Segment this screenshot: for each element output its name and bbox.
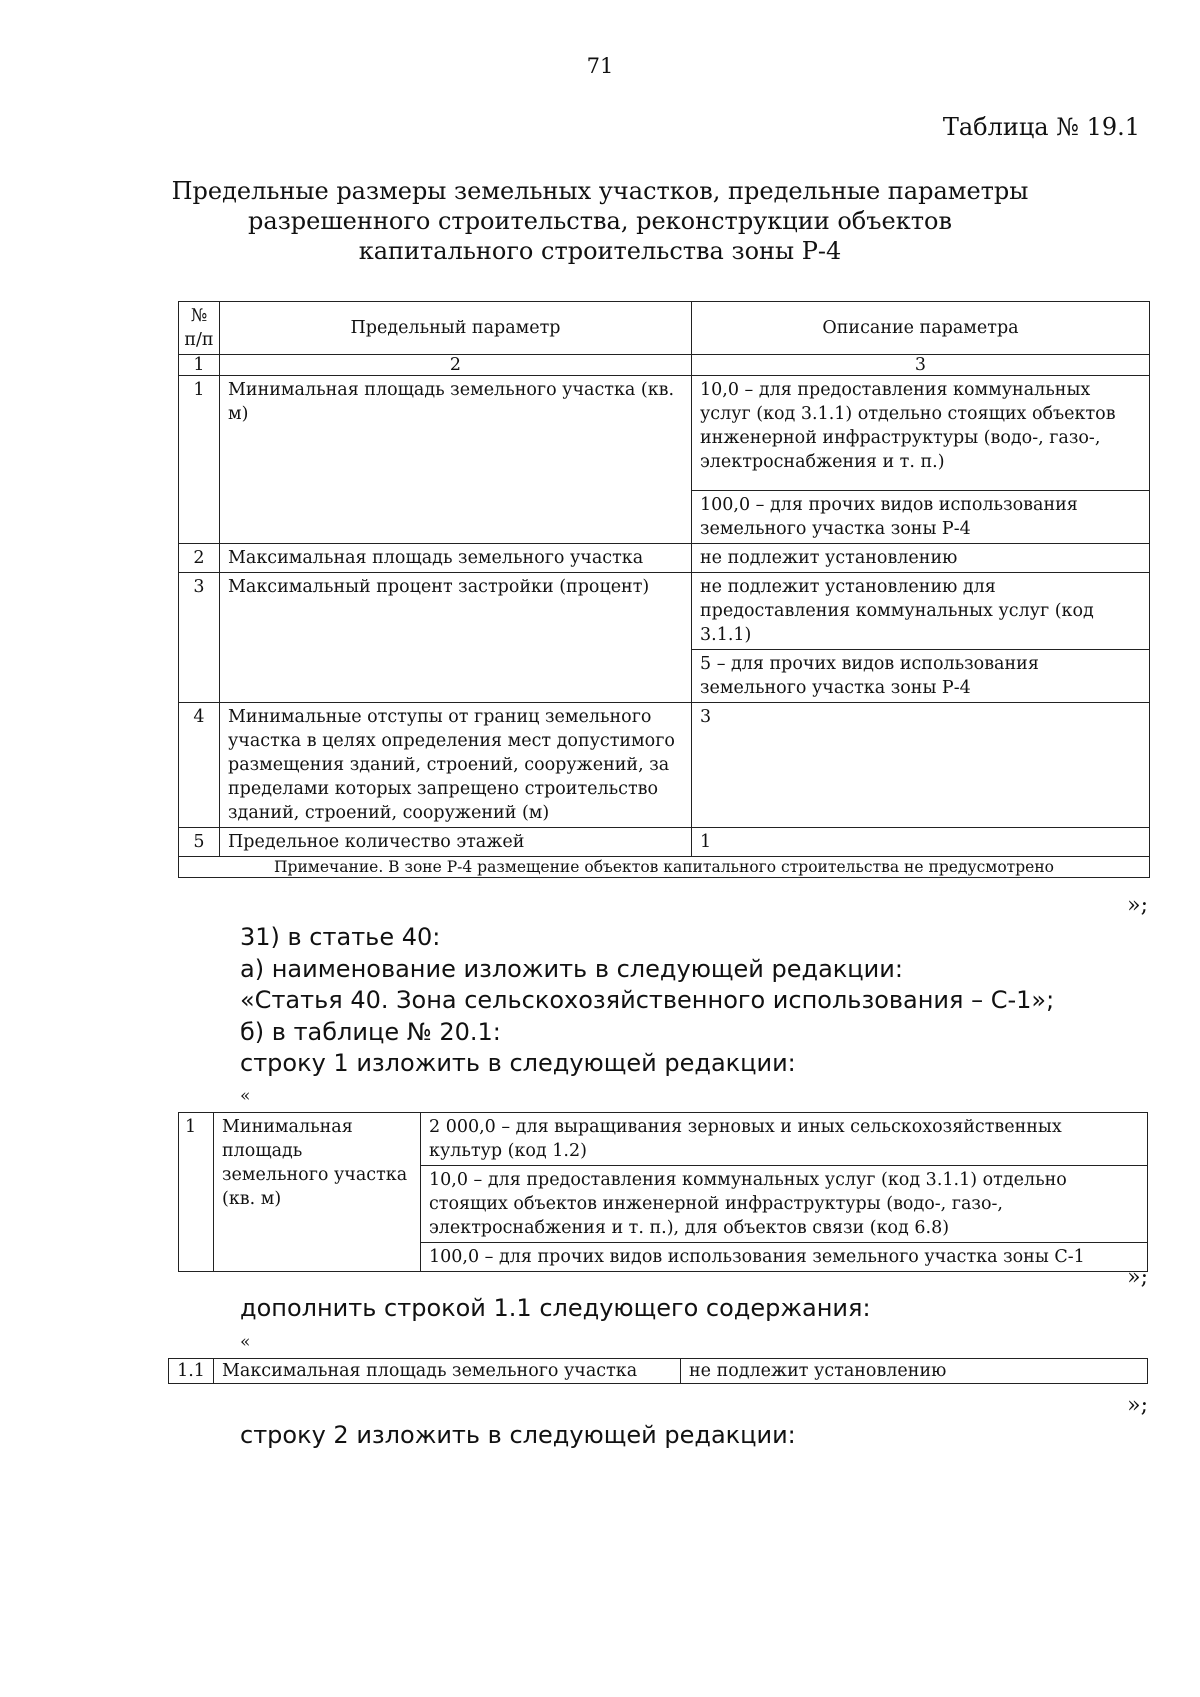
closing-quote: »; (1127, 893, 1148, 918)
colnum-3: 3 (692, 355, 1150, 376)
body-line: 31) в статье 40: (240, 923, 441, 951)
page-number: 71 (586, 54, 614, 78)
table-row (179, 828, 1150, 857)
row-desc: 10,0 – для предоставления коммунальных услуг (код 3.1.1) отдельно стоящих объектов инженерной инфраструктуры (водо-, газо-, электроснабжения и т. п.), для объектов связи (код 6.8) (421, 1166, 1148, 1243)
row-desc: 3 (692, 703, 1150, 828)
table-title (160, 176, 1040, 266)
row-desc: 100,0 – для прочих видов использования земельного участка зоны С-1 (421, 1243, 1148, 1272)
row-num: 1.1 (169, 1359, 214, 1384)
column-numbers-row (179, 355, 1150, 376)
title-line-3: капитального строительства зоны Р-4 (358, 237, 842, 265)
body-line: б) в таблице № 20.1: (240, 1017, 501, 1046)
row-num: 5 (179, 828, 220, 857)
table-note: Примечание. В зоне Р-4 размещение объектов капитального строительства не предусмотрено (179, 857, 1150, 878)
table-note-row (179, 857, 1150, 878)
body-line: а) наименование изложить в следующей редакции: (240, 954, 903, 983)
row-num: 1 (179, 376, 220, 544)
row-num: 1 (179, 1113, 214, 1272)
row-desc: не подлежит установлению (681, 1359, 1148, 1384)
row-param: Минимальная площадь земельного участка (кв. м) (214, 1113, 421, 1272)
table-header-row (179, 302, 1150, 355)
body-line: строку 2 изложить в следующей редакции: (240, 1421, 796, 1449)
table-row (179, 376, 1150, 491)
table-row (179, 703, 1150, 828)
colnum-2: 2 (220, 355, 692, 376)
opening-quote: « (240, 1332, 251, 1352)
row-num: 4 (179, 703, 220, 828)
row-desc: 1 (692, 828, 1150, 857)
row-param: Максимальный процент застройки (процент) (220, 573, 692, 703)
row-desc: 2 000,0 – для выращивания зерновых и иных сельскохозяйственных культур (код 1.2) (421, 1113, 1148, 1166)
body-line: «Статья 40. Зона сельскохозяйственного использования – С-1»; (240, 986, 1055, 1014)
row-desc: 100,0 – для прочих видов использования земельного участка зоны Р-4 (692, 491, 1150, 544)
row-desc: 5 – для прочих видов использования земельного участка зоны Р-4 (692, 650, 1150, 703)
row-param: Предельное количество этажей (220, 828, 692, 857)
table-row (179, 1113, 1148, 1166)
row-num: 3 (179, 573, 220, 703)
table-number: Таблица № 19.1 (942, 113, 1140, 141)
header-param: Предельный параметр (220, 302, 692, 355)
body-line: дополнить строкой 1.1 следующего содержания: (240, 1294, 871, 1322)
amendment-text (240, 922, 1054, 1080)
row-desc: не подлежит установлению для предоставления коммунальных услуг (код 3.1.1) (692, 573, 1150, 650)
closing-quote: »; (1127, 1265, 1148, 1290)
header-num: № п/п (179, 302, 220, 355)
colnum-1: 1 (179, 355, 220, 376)
table-row (179, 573, 1150, 650)
title-line-1: Предельные размеры земельных участков, предельные параметры (171, 177, 1029, 205)
row-param: Максимальная площадь земельного участка (214, 1359, 681, 1384)
table-20-1-row-1-1 (168, 1358, 1148, 1384)
row-num: 2 (179, 544, 220, 573)
row-param: Минимальная площадь земельного участка (кв. м) (220, 376, 692, 544)
row-param: Максимальная площадь земельного участка (220, 544, 692, 573)
table-19-1 (178, 301, 1150, 878)
row-desc: 10,0 – для предоставления коммунальных услуг (код 3.1.1) отдельно стоящих объектов инженерной инфраструктуры (водо-, газо-, электроснабжения и т. п.) (692, 376, 1150, 491)
opening-quote: « (240, 1086, 251, 1106)
row-desc: не подлежит установлению (692, 544, 1150, 573)
closing-quote: »; (1127, 1393, 1148, 1418)
table-row (179, 544, 1150, 573)
table-20-1-row-1 (178, 1112, 1148, 1272)
header-desc: Описание параметра (692, 302, 1150, 355)
title-line-2: разрешенного строительства, реконструкции объектов (248, 207, 952, 235)
table-row (169, 1359, 1148, 1384)
body-line: строку 1 изложить в следующей редакции: (240, 1049, 796, 1077)
row-param: Минимальные отступы от границ земельного участка в целях определения мест допустимого размещения зданий, строений, сооружений, за пределами которых запрещено строительство зданий, строений, сооружений (м) (220, 703, 692, 828)
